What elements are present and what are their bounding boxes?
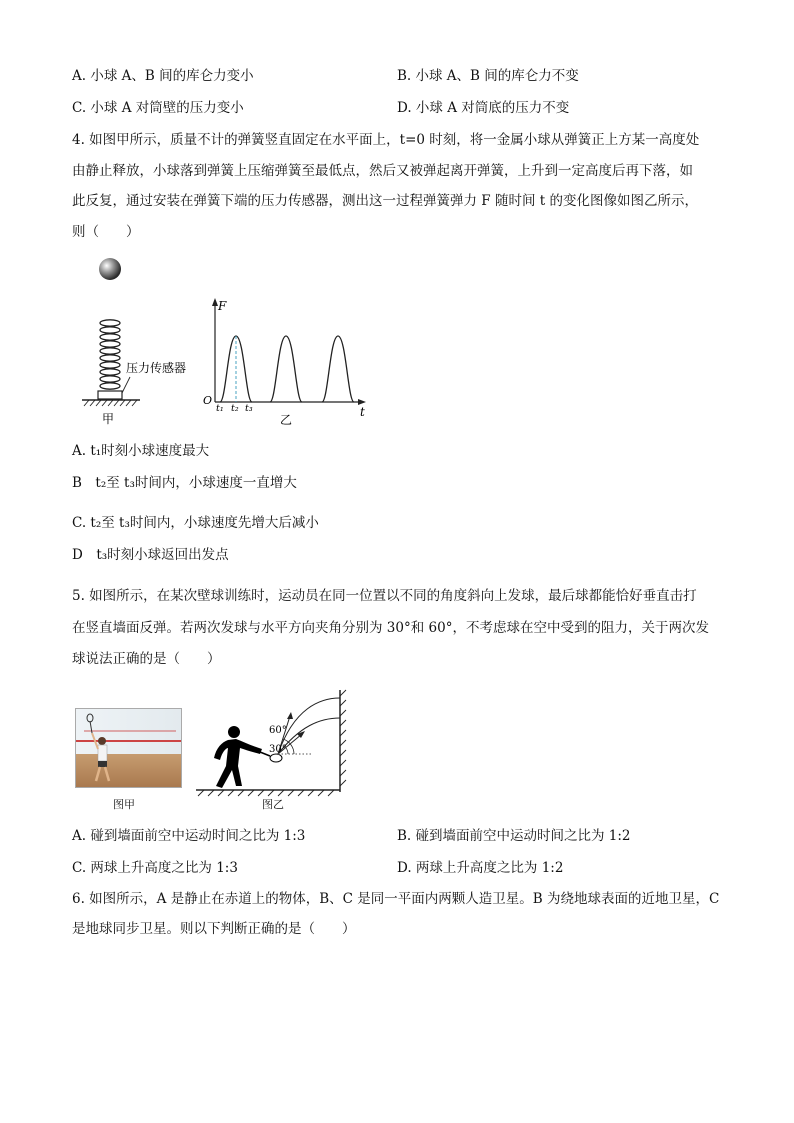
q3-option-c: C. 小球 A 对筒壁的压力变小 bbox=[72, 100, 244, 116]
angle-60-label: 60° bbox=[269, 725, 287, 736]
q6-stem-line2: 是地球同步卫星。则以下判断正确的是（ ） bbox=[72, 921, 356, 937]
tick-t3: t₃ bbox=[245, 403, 253, 414]
q3-option-b: B. 小球 A、B 间的库仑力不变 bbox=[397, 68, 579, 84]
q4-figure bbox=[70, 252, 380, 432]
q5-stem-line1: 5. 如图所示，在某次壁球训练时，运动员在同一位置以不同的角度斜向上发球，最后球都能恰好垂直击打 bbox=[72, 588, 697, 604]
caption-fig-jia: 图甲 bbox=[113, 799, 135, 811]
angle-30-label: 30° bbox=[269, 744, 287, 755]
sensor-label: 压力传感器 bbox=[126, 361, 187, 375]
label-yi: 乙 bbox=[280, 413, 293, 427]
squash-photo bbox=[75, 708, 182, 788]
q5-stem-line3: 球说法正确的是（ ） bbox=[72, 651, 221, 667]
q4-stem-line3: 此反复，通过安装在弹簧下端的压力传感器，测出这一过程弹簧弹力 F 随时间 t 的变化图像如图乙所示， bbox=[72, 193, 698, 209]
q6-stem-line1: 6. 如图所示，A 是静止在赤道上的物体，B、C 是同一平面内两颗人造卫星。B 为绕地球表面的近地卫星，C bbox=[72, 891, 720, 907]
q3-option-d: D. 小球 A 对筒底的压力不变 bbox=[397, 100, 570, 116]
force-curve bbox=[220, 336, 354, 402]
q5-option-c: C. 两球上升高度之比为 1:3 bbox=[72, 860, 238, 876]
q4-option-c: C. t₂至 t₃时间内，小球速度先增大后减小 bbox=[72, 515, 319, 531]
q5-option-b: B. 碰到墙面前空中运动时间之比为 1:2 bbox=[397, 828, 631, 844]
tick-t1: t₁ bbox=[216, 403, 224, 414]
label-jia: 甲 bbox=[102, 412, 115, 426]
q5-stem-line2: 在竖直墙面反弹。若两次发球与水平方向夹角分别为 30°和 60°，不考虑球在空中受到的阻力，关于两次发 bbox=[72, 620, 709, 636]
axis-t-label: t bbox=[360, 405, 365, 419]
pressure-sensor bbox=[98, 391, 122, 399]
q5-option-a: A. 碰到墙面前空中运动时间之比为 1:3 bbox=[72, 828, 306, 844]
origin-label: O bbox=[203, 394, 213, 407]
q4-option-d: D t₃时刻小球返回出发点 bbox=[72, 547, 229, 563]
q4-stem-line4: 则（ ） bbox=[72, 224, 140, 240]
player-silhouette bbox=[214, 726, 262, 788]
axis-f-label: F bbox=[218, 299, 227, 313]
spring bbox=[100, 320, 120, 389]
caption-fig-yi: 图乙 bbox=[262, 799, 284, 811]
q4-option-a: A. t₁时刻小球速度最大 bbox=[72, 443, 210, 459]
tick-t2: t₂ bbox=[231, 403, 239, 414]
q5-diagram bbox=[190, 686, 350, 798]
q4-stem-line1: 4. 如图甲所示，质量不计的弹簧竖直固定在水平面上，t=0 时刻，将一金属小球从弹簧正上方某一高度处 bbox=[72, 132, 700, 148]
q5-option-d: D. 两球上升高度之比为 1:2 bbox=[397, 860, 564, 876]
metal-ball bbox=[99, 258, 121, 280]
q3-option-a: A. 小球 A、B 间的库仑力变小 bbox=[72, 68, 254, 84]
q4-stem-line2: 由静止释放，小球落到弹簧上压缩弹簧至最低点，然后又被弹起离开弹簧，上升到一定高度后再下落，如 bbox=[72, 163, 693, 179]
q4-option-b: B t₂至 t₃时间内，小球速度一直增大 bbox=[72, 475, 297, 491]
